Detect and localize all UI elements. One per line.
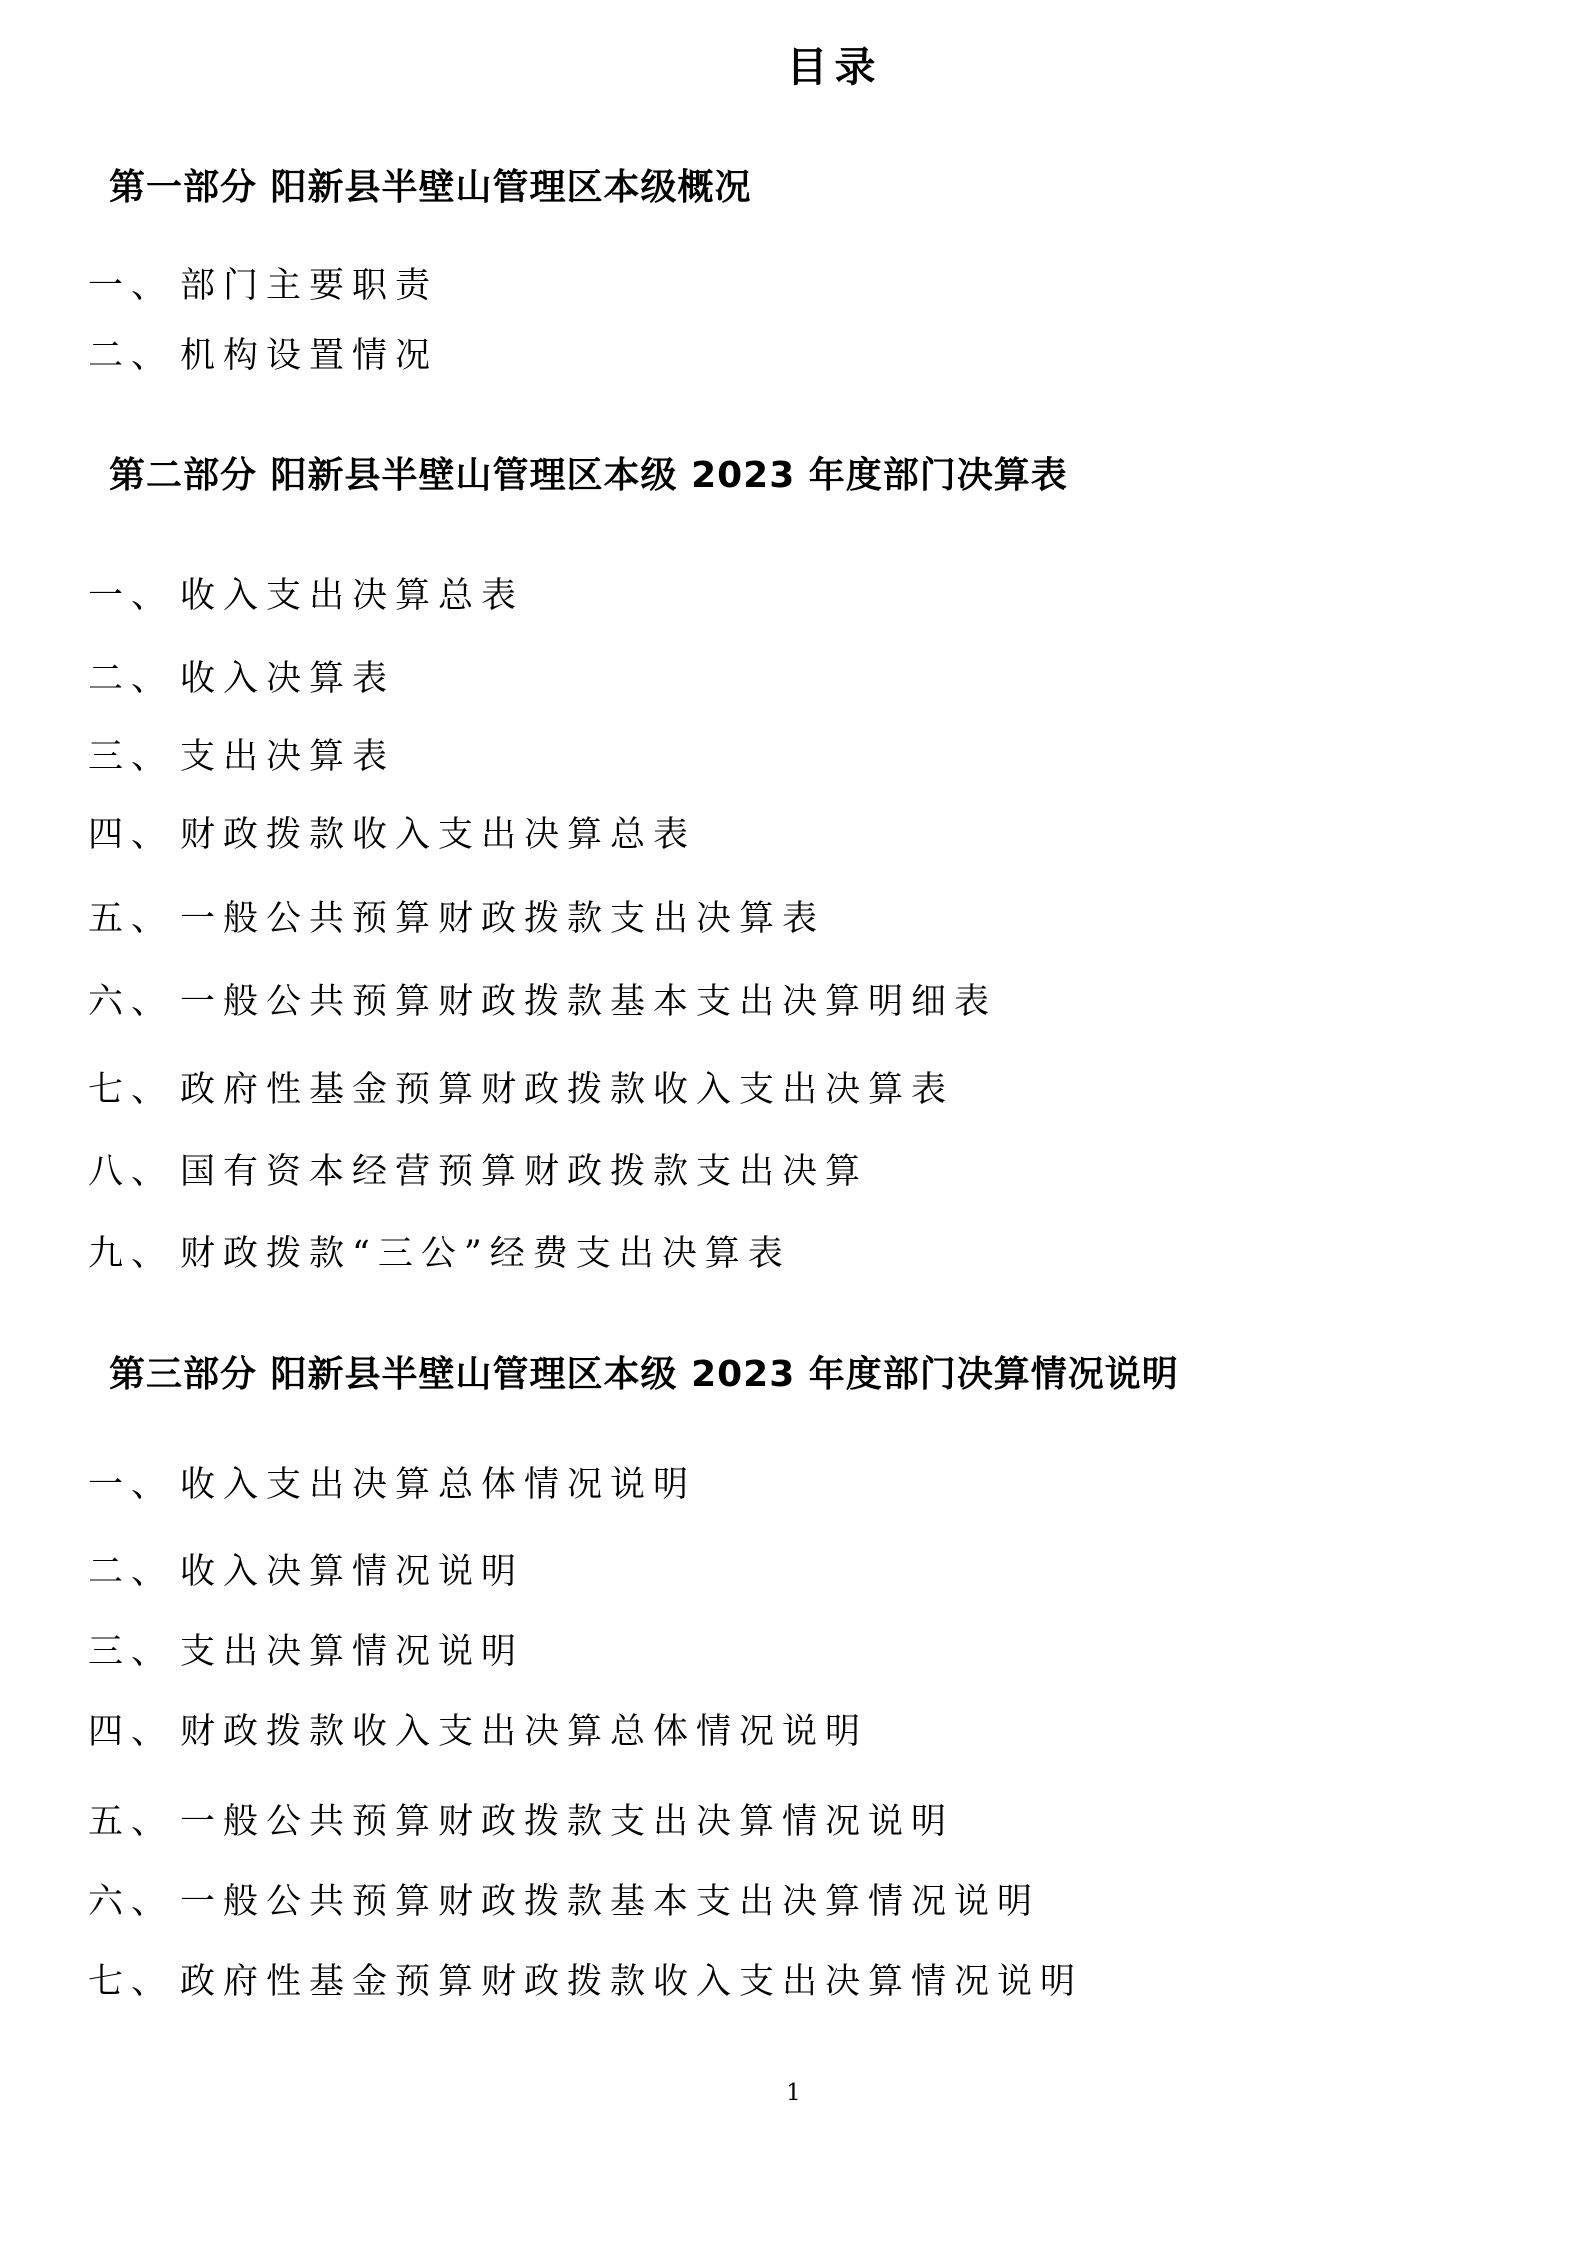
toc-item-text: 收入支出决算总体情况说明	[180, 1465, 697, 1505]
section-1-heading: 第一部分 阳新县半壁山管理区本级概况	[109, 167, 752, 208]
toc-item	[88, 1071, 954, 1110]
doc-title: 目录	[786, 43, 883, 91]
toc-item-num: 三、	[88, 1632, 175, 1672]
toc-item-num: 六、	[88, 982, 175, 1022]
toc-item-num: 九、	[88, 1234, 175, 1274]
toc-item-num: 一、	[88, 1465, 175, 1505]
toc-item	[88, 1963, 1083, 2002]
toc-item-num: 一、	[88, 576, 175, 616]
toc-item-num: 二、	[88, 336, 175, 376]
toc-item	[88, 738, 395, 777]
toc-item-text: 国有资本经营预算财政拨款支出决算	[180, 1152, 869, 1192]
toc-item	[88, 1713, 868, 1752]
toc-item	[88, 1633, 524, 1672]
toc-item	[88, 1235, 791, 1274]
toc-item	[88, 1153, 868, 1192]
toc-item-num: 四、	[88, 815, 175, 855]
toc-item-num: 二、	[88, 659, 175, 699]
toc-item-text: 政府性基金预算财政拨款收入支出决算表	[180, 1070, 955, 1110]
toc-item	[88, 1803, 954, 1842]
toc-item-text: 支出决算情况说明	[180, 1632, 525, 1672]
toc-item-text: 收入决算表	[180, 659, 396, 699]
toc-item	[88, 816, 696, 855]
toc-item-text: 一般公共预算财政拨款支出决算表	[180, 899, 826, 939]
toc-item-text: 一般公共预算财政拨款基本支出决算明细表	[180, 982, 998, 1022]
toc-item	[88, 577, 524, 616]
toc-item-num: 六、	[88, 1882, 175, 1922]
toc-item-num: 七、	[88, 1070, 175, 1110]
toc-item-text: 部门主要职责	[180, 266, 439, 306]
toc-item-num: 三、	[88, 737, 175, 777]
toc-item-text: 财政拨款“三公”经费支出决算表	[180, 1234, 791, 1274]
toc-item	[88, 983, 997, 1022]
toc-item-num: 一、	[88, 266, 175, 306]
toc-item-text: 政府性基金预算财政拨款收入支出决算情况说明	[180, 1962, 1084, 2002]
toc-item	[88, 1466, 696, 1505]
toc-item-text: 机构设置情况	[180, 336, 439, 376]
section-3-heading: 第三部分 阳新县半壁山管理区本级 2023 年度部门决算情况说明	[109, 1354, 1179, 1395]
toc-item-text: 一般公共预算财政拨款基本支出决算情况说明	[180, 1882, 1041, 1922]
toc-item-num: 五、	[88, 1802, 175, 1842]
toc-item-num: 七、	[88, 1962, 175, 2002]
section-2-heading: 第二部分 阳新县半壁山管理区本级 2023 年度部门决算表	[109, 455, 1068, 496]
toc-item-text: 收入决算情况说明	[180, 1552, 525, 1592]
toc-item-num: 八、	[88, 1152, 175, 1192]
toc-item	[88, 267, 438, 306]
toc-item	[88, 1883, 1040, 1922]
page-number: 1	[786, 2080, 801, 2106]
toc-item-text: 支出决算表	[180, 737, 396, 777]
toc-item-num: 二、	[88, 1552, 175, 1592]
toc-item-text: 财政拨款收入支出决算总体情况说明	[180, 1712, 869, 1752]
toc-item-text: 一般公共预算财政拨款支出决算情况说明	[180, 1802, 955, 1842]
toc-item-num: 五、	[88, 899, 175, 939]
toc-item-text: 收入支出决算总表	[180, 576, 525, 616]
toc-item	[88, 900, 825, 939]
toc-item	[88, 1553, 524, 1592]
toc-item	[88, 660, 395, 699]
toc-item	[88, 337, 438, 376]
toc-item-text: 财政拨款收入支出决算总表	[180, 815, 697, 855]
toc-item-num: 四、	[88, 1712, 175, 1752]
